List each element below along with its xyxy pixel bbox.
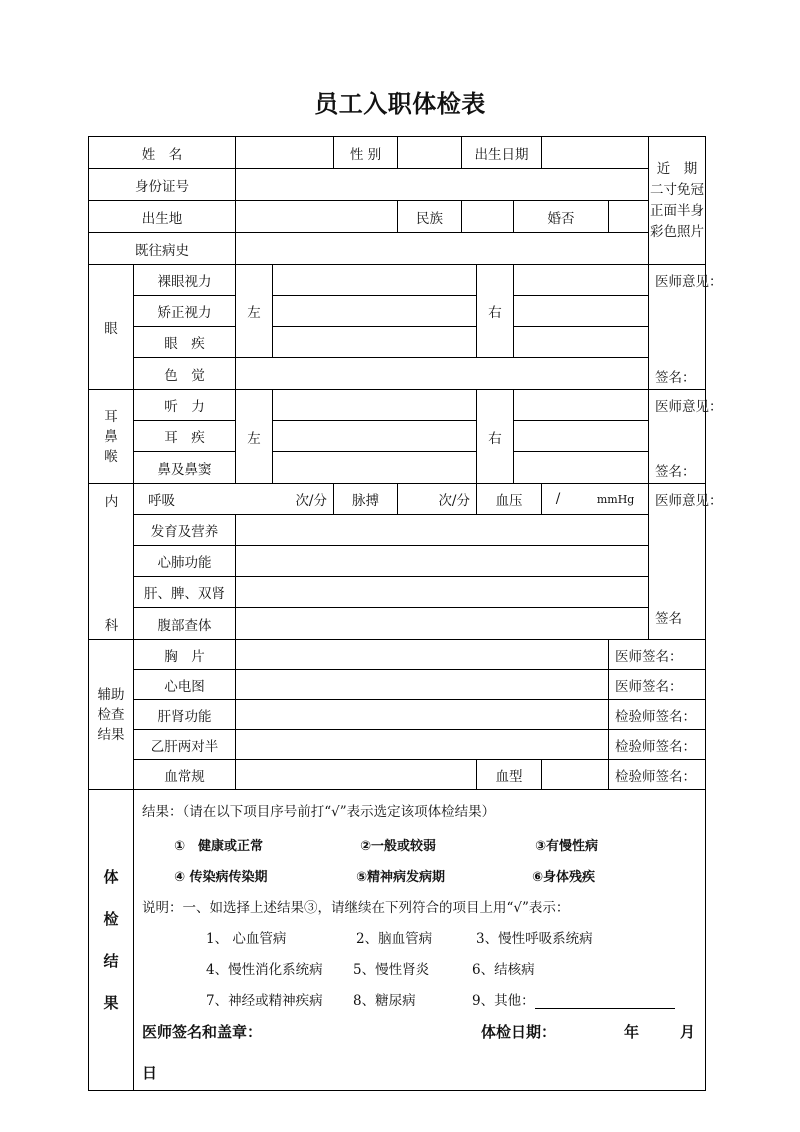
eye-right-label: 右 [477, 265, 514, 358]
result-option-5[interactable]: ⑤精神病发病期 [356, 870, 446, 885]
id-label: 身份证号 [89, 169, 236, 201]
result-note: 说明：一、如选择上述结果③，请继续在下列符合的项目上用“√”表示： [142, 900, 570, 916]
internal-row-field[interactable] [236, 515, 649, 546]
internal-row-label: 心肺功能 [134, 546, 236, 577]
ent-opinion-label: 医师意见： [655, 399, 723, 415]
result-content [134, 790, 706, 1091]
birthdate-field[interactable] [542, 137, 649, 169]
ent-right-label: 右 [477, 390, 514, 484]
result-option-2[interactable]: ②一般或较弱 [360, 839, 437, 854]
internal-section-label [89, 484, 134, 640]
aux-row-sign[interactable]: 检验师签名： [609, 700, 706, 730]
eye-right-field[interactable] [514, 327, 649, 358]
ent-left-label: 左 [236, 390, 273, 484]
eye-sign-label: 签名： [655, 370, 696, 386]
internal-row-field[interactable] [236, 577, 649, 608]
ent-left-field[interactable] [273, 452, 477, 484]
aux-row-sign[interactable]: 医师签名： [609, 640, 706, 670]
aux-row-sign[interactable]: 医师签名： [609, 670, 706, 700]
gender-label: 性 别 [334, 137, 398, 169]
name-label: 姓 名 [89, 137, 236, 169]
blood-type-label: 血型 [477, 760, 542, 790]
eye-right-field[interactable] [514, 296, 649, 327]
result-section-label [89, 790, 134, 1091]
ent-opinion-cell[interactable] [649, 390, 723, 484]
result-label-char: 果 [103, 994, 119, 1012]
date-day-label: 日 [142, 1064, 158, 1082]
eye-left-field[interactable] [273, 265, 477, 296]
photo-area [649, 137, 706, 265]
internal-row-label: 发育及营养 [134, 515, 236, 546]
breath-field[interactable] [236, 484, 334, 515]
disease-item[interactable]: 6、结核病 [472, 962, 535, 978]
pulse-field[interactable] [398, 484, 477, 515]
result-label-char: 体 [103, 868, 119, 886]
aux-row-sign[interactable]: 检验师签名： [609, 730, 706, 760]
eye-left-field[interactable] [273, 327, 477, 358]
id-field[interactable] [236, 169, 649, 201]
history-label: 既往病史 [89, 233, 236, 265]
aux-row-label: 肝肾功能 [134, 700, 236, 730]
disease-item[interactable]: 8、糖尿病 [353, 993, 416, 1009]
eye-left-field[interactable] [273, 296, 477, 327]
marital-label: 婚否 [514, 201, 609, 233]
aux-row-label: 乙肝两对半 [134, 730, 236, 760]
aux-row-label: 心电图 [134, 670, 236, 700]
photo-line: 近 期 [656, 160, 698, 177]
result-option-3[interactable]: ③有慢性病 [535, 839, 599, 854]
ent-right-field[interactable] [514, 452, 649, 484]
aux-label-line: 结果 [97, 726, 125, 743]
ent-row-label: 鼻及鼻窦 [134, 452, 236, 484]
disease-item[interactable]: 7、神经或精神疾病 [206, 993, 323, 1009]
eye-row-label: 裸眼视力 [134, 265, 236, 296]
blood-sign[interactable]: 检验师签名： [609, 760, 706, 790]
aux-row-field[interactable] [236, 730, 609, 760]
result-label-char: 结 [103, 952, 119, 970]
disease-item[interactable]: 1、 心血管病 [206, 931, 287, 947]
doctor-sign-label: 医师签名和盖章： [142, 1023, 263, 1041]
aux-row-label: 胸 片 [134, 640, 236, 670]
disease-item-other[interactable] [472, 989, 675, 1009]
photo-line: 正面半身 [650, 202, 705, 219]
physical-exam-form [88, 136, 723, 1091]
bp-label: 血压 [477, 484, 542, 515]
aux-row-field[interactable] [236, 640, 609, 670]
disease-other-label: 9、其他： [472, 993, 535, 1009]
ent-left-field[interactable] [273, 390, 477, 421]
result-label-char: 检 [103, 910, 119, 928]
ent-sign-label: 签名： [655, 464, 696, 480]
ent-right-field[interactable] [514, 421, 649, 452]
bp-unit: mmHg [596, 493, 635, 506]
color-vision-field[interactable] [236, 358, 649, 390]
gender-field[interactable] [398, 137, 462, 169]
disease-item[interactable]: 5、慢性肾炎 [353, 962, 430, 978]
date-year-label: 年 [624, 1023, 640, 1041]
blood-type-field[interactable] [542, 760, 609, 790]
history-field[interactable] [236, 233, 649, 265]
ent-label-char: 鼻 [104, 428, 118, 445]
pulse-label: 脉搏 [334, 484, 398, 515]
date-month-label: 月 [680, 1023, 696, 1041]
aux-section-label [89, 640, 134, 790]
internal-sign-label: 签名 [655, 611, 683, 627]
aux-row-field[interactable] [236, 700, 609, 730]
blood-label: 血常规 [134, 760, 236, 790]
other-blank-field[interactable] [535, 994, 675, 1009]
result-option-4[interactable]: ④ 传染病传染期 [174, 870, 268, 885]
eye-left-label: 左 [236, 265, 273, 358]
eye-right-field[interactable] [514, 265, 649, 296]
color-vision-label: 色 觉 [134, 358, 236, 390]
breath-label: 呼吸 [134, 484, 236, 515]
breath-unit: 次/分 [295, 493, 327, 509]
ent-left-field[interactable] [273, 421, 477, 452]
internal-row-field[interactable] [236, 546, 649, 577]
result-option-1[interactable]: ① 健康或正常 [174, 839, 264, 854]
bp-field[interactable] [542, 484, 649, 515]
ent-right-field[interactable] [514, 390, 649, 421]
exam-date-label: 体检日期： [481, 1023, 557, 1041]
ent-label-char: 喉 [104, 448, 118, 465]
blood-field[interactable] [236, 760, 477, 790]
bp-slash: / [555, 491, 561, 507]
eye-opinion-label: 医师意见： [655, 274, 723, 290]
aux-label-line: 辅助 [97, 686, 125, 703]
ethnicity-field[interactable] [462, 201, 514, 233]
internal-row-label: 腹部查体 [134, 608, 236, 640]
eye-opinion-cell[interactable] [649, 265, 723, 390]
eye-row-label: 矫正视力 [134, 296, 236, 327]
internal-opinion-label: 医师意见： [655, 493, 723, 509]
internal-label-top: 内 [104, 494, 119, 510]
internal-label-bottom: 科 [104, 618, 119, 634]
aux-row-field[interactable] [236, 670, 609, 700]
pulse-unit: 次/分 [438, 493, 470, 509]
result-instruction: 结果：（请在以下项目序号前打“√”表示选定该项体检结果） [142, 804, 496, 820]
ent-row-label: 听 力 [134, 390, 236, 421]
disease-item[interactable]: 4、慢性消化系统病 [206, 962, 323, 978]
birthdate-label: 出生日期 [462, 137, 542, 169]
internal-row-label: 肝、脾、双肾 [134, 577, 236, 608]
ethnicity-label: 民族 [398, 201, 462, 233]
ent-section-label [89, 390, 134, 484]
birthplace-label: 出生地 [89, 201, 236, 233]
page-title: 员工入职体检表 [314, 90, 486, 118]
internal-opinion-cell[interactable] [649, 484, 723, 640]
ent-row-label: 耳 疾 [134, 421, 236, 452]
aux-label-line: 检查 [97, 706, 125, 723]
name-field[interactable] [236, 137, 334, 169]
birthplace-field[interactable] [236, 201, 398, 233]
marital-field[interactable] [609, 201, 649, 233]
result-option-6[interactable]: ⑥身体残疾 [532, 870, 596, 885]
ent-label-char: 耳 [104, 408, 118, 425]
disease-item[interactable]: 3、慢性呼吸系统病 [476, 931, 593, 947]
internal-row-field[interactable] [236, 608, 649, 640]
eye-row-label: 眼 疾 [134, 327, 236, 358]
photo-line: 彩色照片 [650, 223, 705, 240]
eye-section-label: 眼 [89, 265, 134, 390]
photo-line: 二寸免冠 [650, 181, 705, 198]
disease-item[interactable]: 2、脑血管病 [356, 931, 433, 947]
